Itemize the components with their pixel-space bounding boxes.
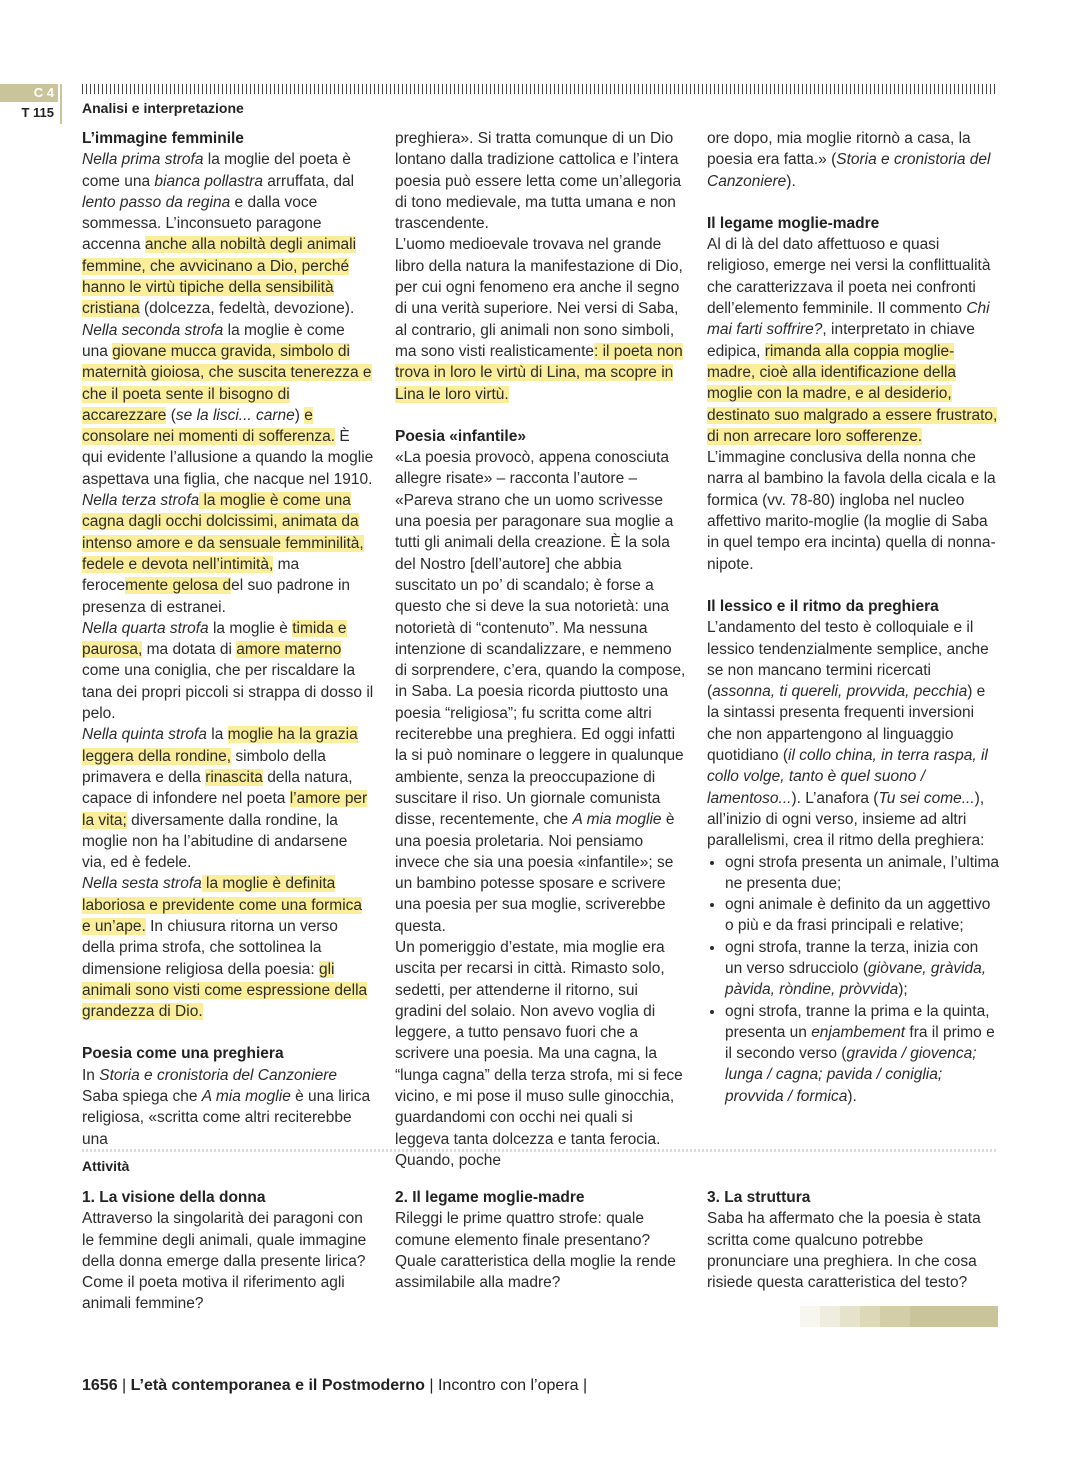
activity-title: 3. La struttura xyxy=(707,1189,811,1206)
separator: | xyxy=(117,1377,131,1394)
separator: | xyxy=(578,1377,588,1394)
paragraph: «La poesia provocò, appena conosciuta allegre risate» – racconta l’autore – «Pareva strano che un uomo scrivesse una poesia per paragonare sua moglie a tutti gli animali della creazione. È la sola del Nostro [dell’autore] che abbia suscitato un po’ di scandalo; è forse a questo che si deve la sua notorietà: una notorietà di “contenuto”. Ma nessuna intenzione di scandalizzare, e nemmeno di sorprendere, c’era, quando la compose, in Saba. La poesia ricorda piuttosto una poesia “religiosa”; fu scritta come altri reciterebbe una preghiera. Ed oggi infatti la si può nominare o leggere in qualunque ambiente, senza la preoccupazione di suscitare il riso. Un giornale comunista disse, recentemente, che A mia moglie è una poesia proletaria. Noi pensiamo invece che sia una poesia «infantile»; se un bambino potesse sposare e scrivere una poesia per sua moglie, scriverebbe questa. xyxy=(395,449,686,935)
page-footer xyxy=(82,1377,587,1395)
activity-2 xyxy=(395,1187,687,1293)
activities-label: Attività xyxy=(82,1158,130,1174)
section-title: Analisi e interpretazione xyxy=(82,100,244,116)
paragraph: Nella sesta strofa la moglie è definita laboriosa e previdente come una formica e un’ape. In chiusura ritorna un verso della prima strofa, che sottolinea la dimensione religiosa della poesia: gli animali sono visti come espressione della grandezza di Dio. xyxy=(82,875,368,1021)
heading-childish-poem: Poesia «infantile» xyxy=(395,427,526,445)
activity-text: Rileggi le prime quattro strofe: quale comune elemento finale presentano? Quale caratteristica della moglie la rende assimilabile alla madre? xyxy=(395,1210,676,1292)
paragraph: Nella seconda strofa la moglie è come una giovane mucca gravida, simbolo di maternità gioiosa, che suscita tenerezza e che il poeta sente il bisogno di accarezzare (se la lisci... carne) e consolare nei momenti di sofferenza. È qui evidente l’allusione a quando la moglie aspettava una figlia, che nacque nel 1910. xyxy=(82,321,374,488)
column-2 xyxy=(395,128,687,1171)
footer-section: Incontro con l’opera xyxy=(437,1377,579,1394)
list-item: • ogni strofa, tranne la terza, inizia con un verso sdrucciolo (giòvane, gràvida, pàvida, ròndine, pròvvida); xyxy=(725,937,999,1001)
column-1 xyxy=(82,128,374,1150)
list-item: • ogni strofa, tranne la prima e la quinta, presenta un enjambement fra il primo e il secondo verso (gravida / giovenca; lunga / cagna; pavida / coniglia; provvida / formica). xyxy=(725,1001,999,1107)
paragraph: In Storia e cronistoria del Canzoniere Saba spiega che A mia moglie è una lirica religiosa, «scritta come altri reciterebbe una xyxy=(82,1066,371,1148)
paragraph: Un pomeriggio d’estate, mia moglie era uscita per recarsi in città. Rimasto solo, sedetti, per attenderne il ritorno, sui gradini del solaio. Non avevo voglia di leggere, a tutto pensavo fuori che a scrivere una poesia. Ma una cagna, la “lunga cagna” della terza strofa, mi si fece vicino, e mi pose il muso sulle ginocchia, guardandomi con occhi nei quali si leggeva tanta dolcezza e tanta ferocia. Quando, poche xyxy=(395,938,683,1169)
activity-title: 2. Il legame moglie-madre xyxy=(395,1189,585,1206)
paragraph: Al di là del dato affettuoso e quasi religioso, emerge nei versi la conflittualità che caratterizzava il poeta nei confronti dell’elemento femminile. Il commento Chi mai farti soffrire?, interpretato in chiave edipica, rimanda alla coppia moglie-madre, cioè alla identificazione della moglie con la madre, e al desiderio, destinato suo malgrado a essere frustrato, di non arrecare loro sofferenze. xyxy=(707,236,998,445)
activity-title: 1. La visione della donna xyxy=(82,1189,266,1206)
bullet-list xyxy=(707,852,999,1108)
paragraph: Nella quarta strofa la moglie è timida e paurosa, ma dotata di amore materno come una coniglia, che per riscaldare la tana dei propri piccoli si strappa di dosso il pelo. xyxy=(82,619,374,723)
heading-lexicon-rhythm: Il lessico e il ritmo da preghiera xyxy=(707,597,939,615)
paragraph: Nella terza strofa la moglie è come una cagna dagli occhi dolcissimi, animata da intenso amore e da sensuale femminilità, fedele e devota nell’intimità, ma ferocemente gelosa del suo padrone in presenza di estranei. xyxy=(82,492,364,616)
paragraph: Nella quinta strofa la moglie ha la grazia leggera della rondine, simbolo della primavera e della rinascita della natura, capace di infondere nel poeta l’amore per la vita; diversamente dalla rondine, la moglie non ha l’abitudine di andarsene via, ed è fedele. xyxy=(82,726,368,872)
page-number: 1656 xyxy=(82,1377,118,1394)
heading-wife-mother-bond: Il legame moglie-madre xyxy=(707,214,880,232)
heading-poem-as-prayer: Poesia come una preghiera xyxy=(82,1045,284,1063)
heading-feminine-image: L’immagine femminile xyxy=(82,130,244,147)
activity-text: Saba ha affermato che la poesia è stata scritta come qualcuno potrebbe pronunciare una preghiera. In che cosa risiede questa caratteristica del testo? xyxy=(707,1210,981,1292)
paragraph: Nella prima strofa la moglie del poeta è come una bianca pollastra arruffata, dal lento passo da regina e dalla voce sommessa. L’inconsueto paragone accenna anche alla nobiltà degli animali femmine, che avvicinano a Dio, perché hanno le virtù tipiche della sensibilità cristiana (dolcezza, fedeltà, devozione). xyxy=(82,151,357,318)
decorative-gradient-bar xyxy=(800,1306,998,1327)
paragraph: L’andamento del testo è colloquiale e il lessico tendenzialmente semplice, anche se non mancano termini ricercati (assonna, ti quereli, provvida, pecchia) e la sintassi presenta frequenti inversioni che non appartengono al linguaggio quotidiano (il collo china, in terra raspa, il collo volge, tanto è quel suono / lamentoso...). L’anafora (Tu sei come...), all’inizio di ogni verso, insieme ad altri parallelismi, crea il ritmo della preghiera: xyxy=(707,619,989,850)
paragraph: preghiera». Si tratta comunque di un Dio lontano dalla tradizione cattolica e l’intera poesia può essere letta come un’allegoria di tono medievale, ma tutta umana e non trascendente. xyxy=(395,130,682,233)
volume-title: L’età contemporanea e il Postmoderno xyxy=(130,1377,425,1394)
activity-1 xyxy=(82,1187,374,1315)
chapter-tab: C 4 xyxy=(0,84,58,102)
paragraph: ore dopo, mia moglie ritornò a casa, la poesia era fatta.» (Storia e cronistoria del Canzoniere). xyxy=(707,130,991,190)
text-code: T 115 xyxy=(21,105,54,120)
tab-rule xyxy=(60,84,62,124)
paragraph: L’uomo medioevale trovava nel grande libro della natura la manifestazione di Dio, per cui ogni fenomeno era anche il segno di una verità superiore. Nei versi di Saba, al contrario, gli animali non sono simboli, ma sono visti realisticamente: il poeta non trova in loro le virtù di Lina, ma scopre in Lina le loro virtù. xyxy=(395,236,683,403)
paragraph: L’immagine conclusiva della nonna che narra al bambino la favola della cicala e la formica (vv. 78-80) ingloba nel nucleo affettivo marito-moglie (la moglie di Saba in quel tempo era incinta) quella di nonna-nipote. xyxy=(707,449,996,573)
tick-bar xyxy=(82,84,998,94)
activity-text: Attraverso la singolarità dei paragoni con le femmine degli animali, quale immagine della donna emerge dalla presente lirica? Come il poeta motiva il riferimento agli animali femmine? xyxy=(82,1210,367,1313)
activity-3 xyxy=(707,1187,999,1293)
section-divider xyxy=(82,1149,998,1152)
list-item: • ogni animale è definito da un aggettivo o più e da frasi principali e relative; xyxy=(725,894,999,937)
list-item: • ogni strofa presenta un animale, l’ultima ne presenta due; xyxy=(725,852,999,895)
separator: | xyxy=(424,1377,438,1394)
column-3 xyxy=(707,128,999,1107)
